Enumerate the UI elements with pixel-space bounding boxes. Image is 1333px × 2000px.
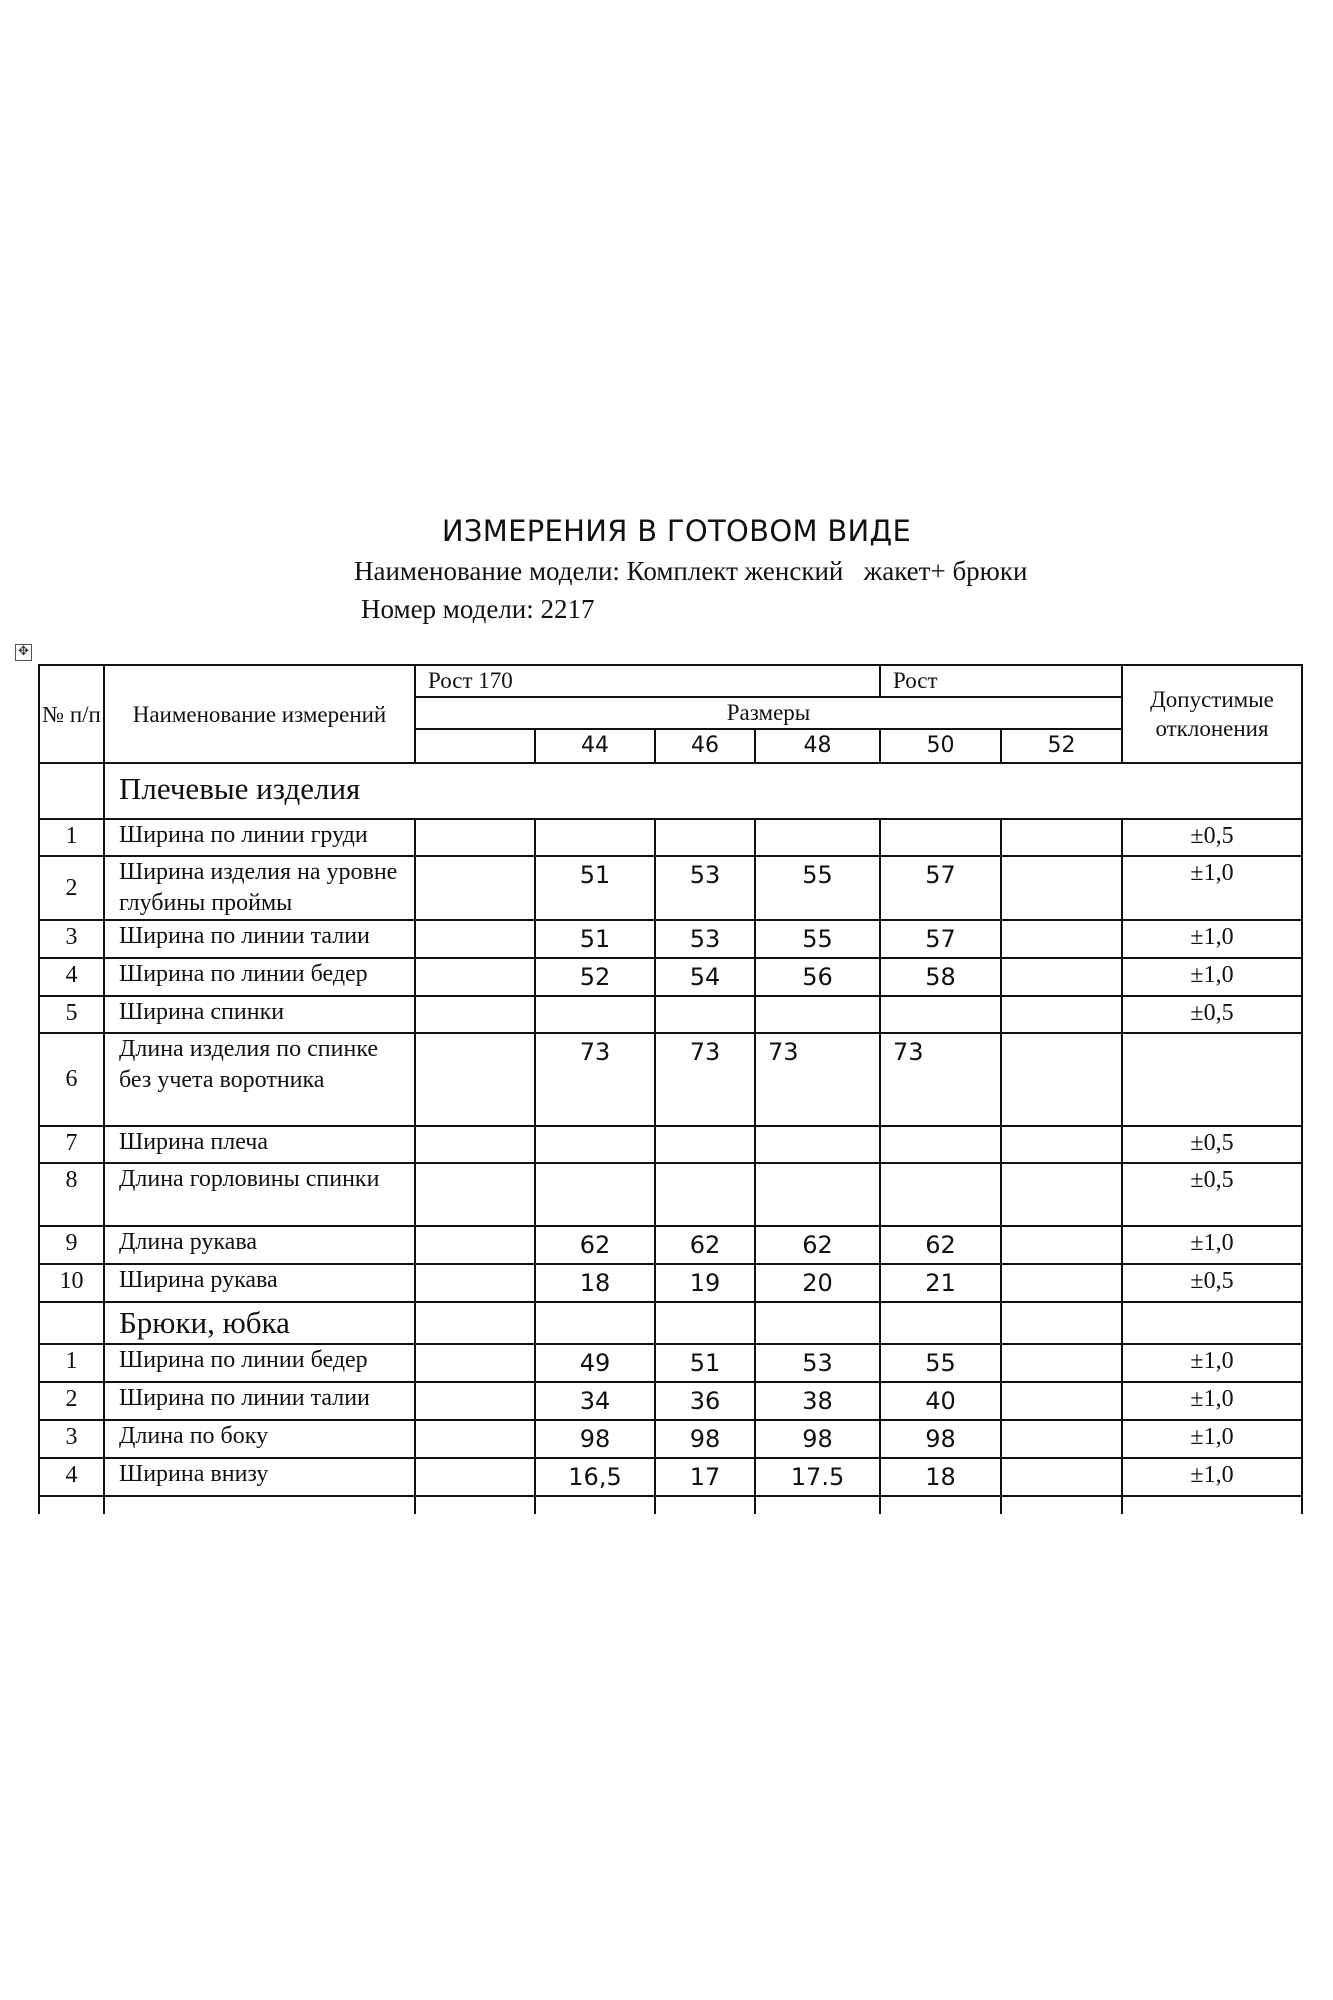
size-48: 48: [755, 729, 880, 763]
table-row: 8 Длина горловины спинки ±0,5: [39, 1163, 1302, 1226]
model-name-line: Наименование модели: Комплект женский жакет+ брюки: [354, 556, 1028, 586]
header-rost-2: Рост: [880, 665, 1122, 697]
section-row: [39, 1302, 1302, 1344]
table-row: 6 Длина изделия по спинке без учета воротника 73 73 73 73: [39, 1033, 1302, 1126]
table-row: 2 Ширина по линии талии 34 36 38 40 ±1,0: [39, 1382, 1302, 1420]
header-rost-1: Рост 170: [415, 665, 880, 697]
header-name: Наименование измерений: [104, 665, 415, 763]
section-row: [39, 763, 1302, 819]
size-52: 52: [1001, 729, 1122, 763]
table-row: 4 Ширина по линии бедер 52 54 56 58 ±1,0: [39, 958, 1302, 996]
header-tolerance: Допустимые отклонения: [1122, 665, 1302, 763]
size-46: 46: [655, 729, 755, 763]
section-title: Плечевые изделия: [104, 763, 1302, 819]
table-row: 2 Ширина изделия на уровне глубины проймы 51 53 55 57 ±1,0: [39, 856, 1302, 920]
size-50: 50: [880, 729, 1001, 763]
document-title: ИЗМЕРЕНИЯ В ГОТОВОМ ВИДЕ: [441, 514, 912, 548]
header-sizes-label: Размеры: [415, 697, 1122, 729]
header-row-1: [39, 665, 1302, 697]
size-col-blank: [415, 729, 535, 763]
section-title: Брюки, юбка: [104, 1302, 415, 1344]
table-move-handle-icon[interactable]: ✥: [15, 644, 32, 661]
table-body: [39, 665, 1302, 1514]
measurements-table: [38, 664, 1303, 1514]
table-row: 5 Ширина спинки ±0,5: [39, 996, 1302, 1033]
size-44: 44: [535, 729, 655, 763]
table-row: 1 Ширина по линии груди ±0,5: [39, 819, 1302, 856]
table-row: 10 Ширина рукава 18 19 20 21 ±0,5: [39, 1264, 1302, 1302]
table-row: 1 Ширина по линии бедер 49 51 53 55 ±1,0: [39, 1344, 1302, 1382]
table-row: 3 Длина по боку 98 98 98 98 ±1,0: [39, 1420, 1302, 1458]
table-row: 7 Ширина плеча ±0,5: [39, 1126, 1302, 1163]
header-num: № п/п: [39, 665, 104, 763]
model-number-line: Номер модели: 2217: [361, 594, 595, 624]
table-row-cut: [39, 1496, 1302, 1514]
table-row: 4 Ширина внизу 16,5 17 17.5 18 ±1,0: [39, 1458, 1302, 1496]
table-row: 9 Длина рукава 62 62 62 62 ±1,0: [39, 1226, 1302, 1264]
table-row: 3 Ширина по линии талии 51 53 55 57 ±1,0: [39, 920, 1302, 958]
